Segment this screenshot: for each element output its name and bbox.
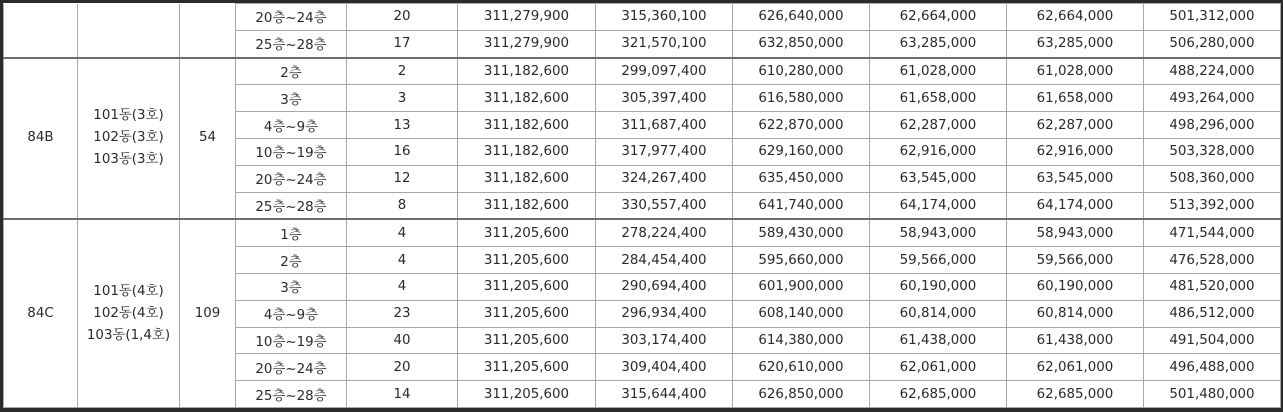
- building-dong-cell: [78, 219, 180, 407]
- interim-payment-cell: 61,438,000: [1007, 327, 1144, 354]
- balance-payment-cell: 488,224,000: [1144, 58, 1281, 85]
- unit-count-cell: 16: [347, 138, 458, 165]
- table-row: [4, 219, 1281, 246]
- contract-deposit-cell: 61,028,000: [870, 58, 1007, 85]
- price-table: [3, 3, 1281, 408]
- floor-range-cell: 3층: [236, 85, 347, 112]
- total-units-cell: [180, 4, 236, 58]
- building-price-cell: 305,397,400: [596, 85, 733, 112]
- unit-count-cell: 17: [347, 30, 458, 57]
- interim-payment-cell: 64,174,000: [1007, 192, 1144, 219]
- building-dong-line: 103동(1,4호): [86, 327, 171, 343]
- building-price-cell: 315,360,100: [596, 4, 733, 31]
- building-price-cell: 290,694,400: [596, 273, 733, 300]
- total-price-cell: 635,450,000: [733, 165, 870, 192]
- land-price-cell: 311,182,600: [458, 58, 596, 85]
- building-price-cell: 311,687,400: [596, 112, 733, 139]
- balance-payment-cell: 503,328,000: [1144, 138, 1281, 165]
- land-price-cell: 311,205,600: [458, 354, 596, 381]
- land-price-cell: 311,205,600: [458, 300, 596, 327]
- balance-payment-cell: 491,504,000: [1144, 327, 1281, 354]
- building-dong-line: 102동(4호): [93, 305, 164, 321]
- contract-deposit-cell: 60,814,000: [870, 300, 1007, 327]
- unit-count-cell: 4: [347, 247, 458, 274]
- contract-deposit-cell: 61,438,000: [870, 327, 1007, 354]
- unit-count-cell: 40: [347, 327, 458, 354]
- balance-payment-cell: 493,264,000: [1144, 85, 1281, 112]
- interim-payment-cell: 63,545,000: [1007, 165, 1144, 192]
- unit-count-cell: 20: [347, 354, 458, 381]
- contract-deposit-cell: 64,174,000: [870, 192, 1007, 219]
- balance-payment-cell: 506,280,000: [1144, 30, 1281, 57]
- floor-range-cell: 2층: [236, 58, 347, 85]
- land-price-cell: 311,205,600: [458, 247, 596, 274]
- land-price-cell: 311,279,900: [458, 4, 596, 31]
- contract-deposit-cell: 60,190,000: [870, 273, 1007, 300]
- housing-type-cell: 84C: [4, 219, 78, 407]
- floor-range-cell: 1층: [236, 219, 347, 246]
- total-price-cell: 595,660,000: [733, 247, 870, 274]
- building-dong-line: 101동(3호): [93, 108, 164, 124]
- total-price-cell: 616,580,000: [733, 85, 870, 112]
- contract-deposit-cell: 58,943,000: [870, 219, 1007, 246]
- building-price-cell: 309,404,400: [596, 354, 733, 381]
- floor-range-cell: 2층: [236, 247, 347, 274]
- interim-payment-cell: 62,685,000: [1007, 381, 1144, 408]
- interim-payment-cell: 62,287,000: [1007, 112, 1144, 139]
- balance-payment-cell: 513,392,000: [1144, 192, 1281, 219]
- building-price-cell: 324,267,400: [596, 165, 733, 192]
- floor-range-cell: 20층~24층: [236, 165, 347, 192]
- building-price-cell: 303,174,400: [596, 327, 733, 354]
- balance-payment-cell: 486,512,000: [1144, 300, 1281, 327]
- interim-payment-cell: 61,028,000: [1007, 58, 1144, 85]
- building-price-cell: 315,644,400: [596, 381, 733, 408]
- unit-count-cell: 23: [347, 300, 458, 327]
- floor-range-cell: 20층~24층: [236, 4, 347, 31]
- floor-range-cell: 4층~9층: [236, 300, 347, 327]
- building-price-cell: 317,977,400: [596, 138, 733, 165]
- building-price-cell: 299,097,400: [596, 58, 733, 85]
- floor-range-cell: 10층~19층: [236, 327, 347, 354]
- land-price-cell: 311,205,600: [458, 381, 596, 408]
- land-price-cell: 311,182,600: [458, 85, 596, 112]
- housing-type-cell: [4, 4, 78, 58]
- table-row: [4, 58, 1281, 85]
- total-price-cell: 610,280,000: [733, 58, 870, 85]
- floor-range-cell: 25층~28층: [236, 192, 347, 219]
- contract-deposit-cell: 63,545,000: [870, 165, 1007, 192]
- total-price-cell: 622,870,000: [733, 112, 870, 139]
- land-price-cell: 311,205,600: [458, 273, 596, 300]
- building-dong-line: 102동(3호): [93, 130, 164, 146]
- building-dong-cell: [78, 4, 180, 58]
- unit-count-cell: 14: [347, 381, 458, 408]
- balance-payment-cell: 481,520,000: [1144, 273, 1281, 300]
- balance-payment-cell: 471,544,000: [1144, 219, 1281, 246]
- contract-deposit-cell: 62,664,000: [870, 4, 1007, 31]
- total-price-cell: 614,380,000: [733, 327, 870, 354]
- floor-range-cell: 3층: [236, 273, 347, 300]
- total-units-cell: 54: [180, 58, 236, 220]
- unit-count-cell: 20: [347, 4, 458, 31]
- unit-count-cell: 4: [347, 219, 458, 246]
- land-price-cell: 311,205,600: [458, 327, 596, 354]
- interim-payment-cell: 60,814,000: [1007, 300, 1144, 327]
- land-price-cell: 311,279,900: [458, 30, 596, 57]
- housing-type-cell: 84B: [4, 58, 78, 220]
- balance-payment-cell: 498,296,000: [1144, 112, 1281, 139]
- interim-payment-cell: 62,916,000: [1007, 138, 1144, 165]
- unit-count-cell: 4: [347, 273, 458, 300]
- total-price-cell: 620,610,000: [733, 354, 870, 381]
- building-price-cell: 321,570,100: [596, 30, 733, 57]
- land-price-cell: 311,182,600: [458, 192, 596, 219]
- building-price-cell: 296,934,400: [596, 300, 733, 327]
- interim-payment-cell: 63,285,000: [1007, 30, 1144, 57]
- total-price-cell: 626,850,000: [733, 381, 870, 408]
- total-price-cell: 629,160,000: [733, 138, 870, 165]
- interim-payment-cell: 60,190,000: [1007, 273, 1144, 300]
- unit-count-cell: 3: [347, 85, 458, 112]
- floor-range-cell: 10층~19층: [236, 138, 347, 165]
- balance-payment-cell: 501,312,000: [1144, 4, 1281, 31]
- total-price-cell: 632,850,000: [733, 30, 870, 57]
- interim-payment-cell: 62,664,000: [1007, 4, 1144, 31]
- interim-payment-cell: 62,061,000: [1007, 354, 1144, 381]
- table-row: [4, 4, 1281, 31]
- building-price-cell: 330,557,400: [596, 192, 733, 219]
- land-price-cell: 311,182,600: [458, 112, 596, 139]
- total-price-cell: 589,430,000: [733, 219, 870, 246]
- land-price-cell: 311,205,600: [458, 219, 596, 246]
- unit-count-cell: 12: [347, 165, 458, 192]
- contract-deposit-cell: 59,566,000: [870, 247, 1007, 274]
- floor-range-cell: 4층~9층: [236, 112, 347, 139]
- land-price-cell: 311,182,600: [458, 138, 596, 165]
- interim-payment-cell: 59,566,000: [1007, 247, 1144, 274]
- building-dong-line: 103동(3호): [93, 152, 164, 168]
- total-price-cell: 608,140,000: [733, 300, 870, 327]
- unit-count-cell: 2: [347, 58, 458, 85]
- total-units-cell: 109: [180, 219, 236, 407]
- contract-deposit-cell: 61,658,000: [870, 85, 1007, 112]
- total-price-cell: 626,640,000: [733, 4, 870, 31]
- price-table-body: [4, 4, 1281, 408]
- floor-range-cell: 20층~24층: [236, 354, 347, 381]
- contract-deposit-cell: 62,061,000: [870, 354, 1007, 381]
- total-price-cell: 601,900,000: [733, 273, 870, 300]
- unit-count-cell: 8: [347, 192, 458, 219]
- unit-count-cell: 13: [347, 112, 458, 139]
- floor-range-cell: 25층~28층: [236, 381, 347, 408]
- land-price-cell: 311,182,600: [458, 165, 596, 192]
- contract-deposit-cell: 62,287,000: [870, 112, 1007, 139]
- contract-deposit-cell: 63,285,000: [870, 30, 1007, 57]
- total-price-cell: 641,740,000: [733, 192, 870, 219]
- balance-payment-cell: 496,488,000: [1144, 354, 1281, 381]
- balance-payment-cell: 508,360,000: [1144, 165, 1281, 192]
- interim-payment-cell: 61,658,000: [1007, 85, 1144, 112]
- floor-range-cell: 25층~28층: [236, 30, 347, 57]
- building-price-cell: 278,224,400: [596, 219, 733, 246]
- contract-deposit-cell: 62,685,000: [870, 381, 1007, 408]
- building-dong-line: 101동(4호): [93, 283, 164, 299]
- building-price-cell: 284,454,400: [596, 247, 733, 274]
- balance-payment-cell: 501,480,000: [1144, 381, 1281, 408]
- building-dong-cell: [78, 58, 180, 220]
- balance-payment-cell: 476,528,000: [1144, 247, 1281, 274]
- interim-payment-cell: 58,943,000: [1007, 219, 1144, 246]
- contract-deposit-cell: 62,916,000: [870, 138, 1007, 165]
